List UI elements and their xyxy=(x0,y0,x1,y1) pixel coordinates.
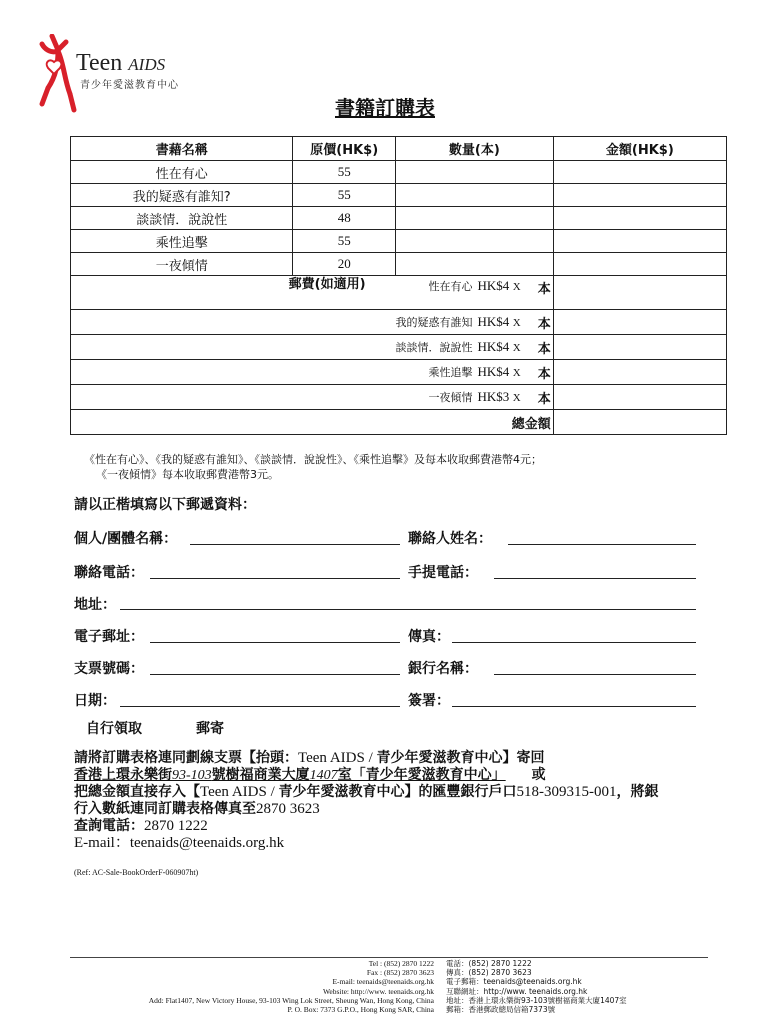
mail-line-6: E-mail：teenaids@teenaids.org.hk xyxy=(74,835,285,851)
footer-line: 互聯網址：http://www. teenaids.org.hk xyxy=(446,986,588,996)
footer-line: Tel : (852) 2870 1222 xyxy=(368,959,434,968)
amount-cell[interactable] xyxy=(553,253,726,276)
book-price: 55 xyxy=(293,230,396,253)
footer-contact-en xyxy=(60,959,434,1014)
table-row xyxy=(71,253,727,276)
postage-unit: 本 xyxy=(521,360,553,385)
address-field[interactable] xyxy=(120,609,696,610)
footer-line: 電話：(852) 2870 1222 xyxy=(446,959,532,968)
address-label: 地址： xyxy=(74,597,116,613)
bank-label: 銀行名稱： xyxy=(408,661,478,677)
book-name: 性在有心 xyxy=(71,161,293,184)
footer-line: 郵箱：香港郵政總局信箱7373號 xyxy=(446,1005,556,1015)
fax-label: 傳真： xyxy=(408,629,450,645)
footer-line: P. O. Box: 7373 G.P.O., Hong Kong SAR, China xyxy=(287,1005,434,1015)
org-name-label: 個人/團體名稱： xyxy=(74,531,178,547)
postage-item: 性在有心 HK$4 X xyxy=(396,276,521,310)
bank-field[interactable] xyxy=(494,674,696,675)
postage-amount-cell[interactable] xyxy=(553,310,726,335)
quantity-cell[interactable] xyxy=(396,253,554,276)
quantity-cell[interactable] xyxy=(396,207,554,230)
table-row xyxy=(71,230,727,253)
phone-label: 聯絡電話： xyxy=(74,565,144,581)
amount-cell[interactable] xyxy=(553,230,726,253)
cheque-label: 支票號碼： xyxy=(74,661,144,677)
date-field[interactable] xyxy=(120,706,400,707)
email-field[interactable] xyxy=(150,642,400,643)
order-table xyxy=(70,136,727,435)
table-row xyxy=(71,184,727,207)
table-header-row xyxy=(71,137,727,161)
postage-unit: 本 xyxy=(521,276,553,310)
amount-cell[interactable] xyxy=(553,161,726,184)
postage-row xyxy=(71,335,727,360)
table-row xyxy=(71,161,727,184)
logo-name-en: Teen AIDS xyxy=(76,50,166,76)
contact-name-label: 聯絡人姓名： xyxy=(408,531,492,547)
postage-row xyxy=(71,276,727,310)
postage-item: 談談情．說說性 HK$4 X xyxy=(396,335,521,360)
cheque-field[interactable] xyxy=(150,674,400,675)
header-price: 原價(HK$) xyxy=(293,137,396,161)
mail-option[interactable]: 郵寄 xyxy=(196,721,224,737)
org-name-field[interactable] xyxy=(190,544,400,545)
postage-item: 乘性追擊 HK$4 X xyxy=(396,360,521,385)
table-row xyxy=(71,207,727,230)
postage-row xyxy=(71,310,727,335)
fax-field[interactable] xyxy=(452,642,696,643)
postage-amount-cell[interactable] xyxy=(553,385,726,410)
page-title: 書籍訂購表 xyxy=(335,96,435,120)
mail-instructions xyxy=(74,750,724,852)
header-quantity: 數量(本) xyxy=(396,137,554,161)
fill-instruction: 請以正楷填寫以下郵遞資料： xyxy=(74,497,256,513)
postage-unit: 本 xyxy=(521,385,553,410)
quantity-cell[interactable] xyxy=(396,161,554,184)
header-amount: 金額(HK$) xyxy=(553,137,726,161)
mail-line-4: 行入數紙連同訂購表格傳真至2870 3623 xyxy=(74,801,320,817)
postage-label: 郵費(如適用) xyxy=(71,276,396,310)
footer-line: Add: Flat1407, New Victory House, 93-103 Wing Lok Street, Sheung Wan, Hong Kong, China xyxy=(148,995,434,1005)
amount-cell[interactable] xyxy=(553,207,726,230)
book-price: 55 xyxy=(293,161,396,184)
book-price: 55 xyxy=(293,184,396,207)
mail-line-1: 請將訂購表格連同劃線支票【抬頭：Teen AIDS / 青少年愛滋教育中心】寄回 xyxy=(74,750,545,766)
book-name: 乘性追擊 xyxy=(71,230,293,253)
reference-code: (Ref: AC-Sale-BookOrderF-060907ht) xyxy=(74,868,199,877)
email-label: 電子郵址： xyxy=(74,629,144,645)
book-price: 48 xyxy=(293,207,396,230)
postage-unit: 本 xyxy=(521,335,553,360)
book-price: 20 xyxy=(293,253,396,276)
date-label: 日期： xyxy=(74,693,116,709)
logo-name-zh: 青少年愛滋教育中心 xyxy=(80,80,179,91)
postage-amount-cell[interactable] xyxy=(553,276,726,310)
footer-line: Fax : (852) 2870 3623 xyxy=(366,968,434,978)
postage-row xyxy=(71,360,727,385)
mobile-field[interactable] xyxy=(494,578,696,579)
postage-row xyxy=(71,385,727,410)
signature-label: 簽署： xyxy=(408,693,450,709)
footer-line: 電子郵箱：teenaids@teenaids.org.hk xyxy=(446,977,582,987)
postage-item: 我的疑惑有誰知 HK$4 X xyxy=(396,310,521,335)
postage-amount-cell[interactable] xyxy=(553,335,726,360)
footer-divider xyxy=(70,957,708,958)
postage-unit: 本 xyxy=(521,310,553,335)
mail-line-5: 查詢電話：2870 1222 xyxy=(74,818,208,834)
postage-note-line: 《一夜傾情》每本收取郵費港幣3元。 xyxy=(96,468,279,481)
signature-field[interactable] xyxy=(452,706,696,707)
quantity-cell[interactable] xyxy=(396,184,554,207)
total-amount-cell[interactable] xyxy=(553,410,726,435)
postage-item: 一夜傾情 HK$3 X xyxy=(396,385,521,410)
mail-line-3: 把總金額直接存入【Teen AIDS / 青少年愛滋教育中心】的匯豐銀行戶口518-309315-001，將銀 xyxy=(74,784,659,800)
postage-note-line: 《性在有心》、《我的疑惑有誰知》、《談談情．說說性》、《乘性追擊》及每本收取郵費港幣4元； xyxy=(84,453,542,466)
total-row xyxy=(71,410,727,435)
footer-line: 傳真：(852) 2870 3623 xyxy=(446,968,532,978)
phone-field[interactable] xyxy=(150,578,400,579)
footer-line: Website: http://www. teenaids.org.hk xyxy=(322,986,434,996)
postage-note xyxy=(84,452,724,482)
footer-line: E-mail: teenaids@teenaids.org.hk xyxy=(332,977,434,987)
book-name: 我的疑惑有誰知? xyxy=(71,184,293,207)
book-name: 一夜傾情 xyxy=(71,253,293,276)
header-book-name: 書藉名稱 xyxy=(71,137,293,161)
footer-line: 地址：香港上環永樂街93-103號樹福商業大廈1407室 xyxy=(446,995,627,1005)
total-label: 總金額 xyxy=(71,410,554,435)
mail-line-2: 香港上環永樂街93-103號樹福商業大廈1407室「青少年愛滋教育中心」 或 xyxy=(74,767,546,783)
mobile-label: 手提電話： xyxy=(408,565,478,581)
pickup-option[interactable]: 自行領取 xyxy=(86,721,142,737)
quantity-cell[interactable] xyxy=(396,230,554,253)
book-name: 談談情．說說性 xyxy=(71,207,293,230)
contact-name-field[interactable] xyxy=(508,544,696,545)
postage-amount-cell[interactable] xyxy=(553,360,726,385)
footer-contact-zh xyxy=(446,959,746,1014)
amount-cell[interactable] xyxy=(553,184,726,207)
